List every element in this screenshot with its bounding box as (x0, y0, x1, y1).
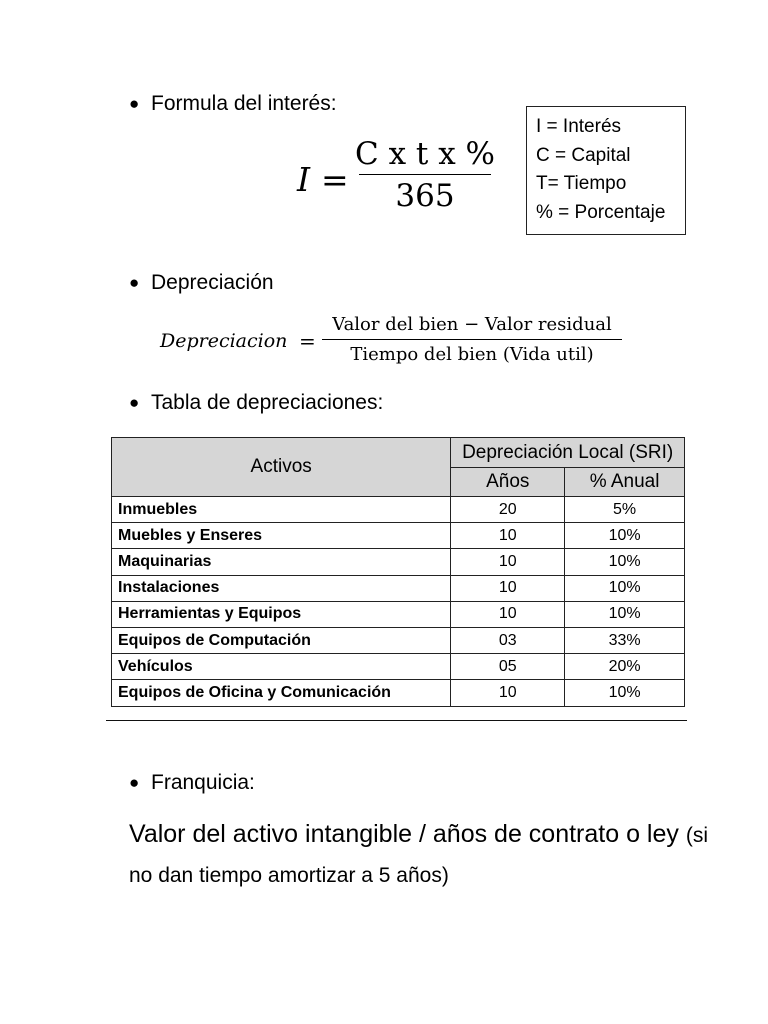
asset-name: Equipos de Oficina y Comunicación (112, 680, 451, 706)
table-row (112, 654, 685, 680)
franchise-heading (129, 771, 255, 795)
bullet-icon: ● (129, 773, 140, 792)
asset-percent: 10% (565, 601, 685, 627)
table-header-years: Años (451, 468, 565, 497)
asset-years: 03 (451, 627, 565, 653)
depreciation-formula-denominator: Tiempo del bien (Vida util) (350, 344, 594, 365)
asset-percent: 33% (565, 627, 685, 653)
asset-name: Muebles y Enseres (112, 523, 451, 549)
franchise-description (129, 815, 729, 895)
asset-name: Equipos de Computación (112, 627, 451, 653)
asset-percent: 5% (565, 497, 685, 523)
asset-percent: 20% (565, 654, 685, 680)
asset-percent: 10% (565, 680, 685, 706)
asset-years: 10 (451, 680, 565, 706)
table-row (112, 497, 685, 523)
bullet-icon: ● (129, 273, 140, 292)
interest-formula-lhs: I (297, 160, 311, 199)
asset-years: 10 (451, 575, 565, 601)
interest-formula-numerator: C x t x % (355, 136, 496, 172)
legend-line: I = Interés (536, 116, 622, 137)
asset-name: Instalaciones (112, 575, 451, 601)
table-row (112, 627, 685, 653)
legend-line: C = Capital (536, 144, 631, 166)
depreciation-table (111, 437, 685, 707)
table-row (112, 575, 685, 601)
table-header-activos: Activos (112, 438, 451, 497)
asset-name: Inmuebles (112, 497, 451, 523)
asset-years: 10 (451, 523, 565, 549)
interest-heading (129, 92, 337, 116)
depreciation-formula-lhs: Depreciacion (160, 330, 288, 352)
asset-name: Maquinarias (112, 549, 451, 575)
asset-years: 10 (451, 601, 565, 627)
asset-years: 10 (451, 549, 565, 575)
asset-years: 05 (451, 654, 565, 680)
interest-formula-denominator: 365 (395, 178, 455, 214)
interest-heading-text: Formula del interés: (151, 92, 337, 115)
legend-line: % = Porcentaje (536, 201, 666, 223)
depreciation-heading (129, 271, 274, 295)
bullet-icon: ● (129, 393, 140, 412)
franchise-note-text: (si no dan tiempo amortizar a 5 años) (129, 824, 709, 887)
asset-years: 20 (451, 497, 565, 523)
asset-percent: 10% (565, 549, 685, 575)
depreciation-formula-equals: = (299, 329, 316, 353)
asset-name: Vehículos (112, 654, 451, 680)
franchise-main-text: Valor del activo intangible / años de contrato o ley (129, 820, 679, 848)
asset-percent: 10% (565, 523, 685, 549)
table-row (112, 680, 685, 706)
interest-formula-equals: = (321, 160, 349, 199)
interest-formula-fraction (355, 134, 495, 217)
depreciation-formula-fraction (322, 311, 622, 370)
table-header-group: Depreciación Local (SRI) (451, 438, 685, 468)
table-bottom-rule (106, 720, 687, 721)
table-row (112, 601, 685, 627)
legend-line: T= Tiempo (536, 173, 627, 194)
franchise-heading-text: Franquicia: (151, 771, 255, 794)
asset-percent: 10% (565, 575, 685, 601)
depreciation-formula-numerator: Valor del bien − Valor residual (332, 314, 612, 335)
bullet-icon: ● (129, 94, 140, 113)
table-row (112, 523, 685, 549)
depreciation-heading-text: Depreciación (151, 271, 274, 294)
table-heading-text: Tabla de depreciaciones: (151, 391, 384, 414)
variables-legend-box (526, 106, 686, 235)
asset-name: Herramientas y Equipos (112, 601, 451, 627)
table-row (112, 549, 685, 575)
table-header-percent: % Anual (565, 468, 685, 497)
table-heading (129, 391, 383, 415)
